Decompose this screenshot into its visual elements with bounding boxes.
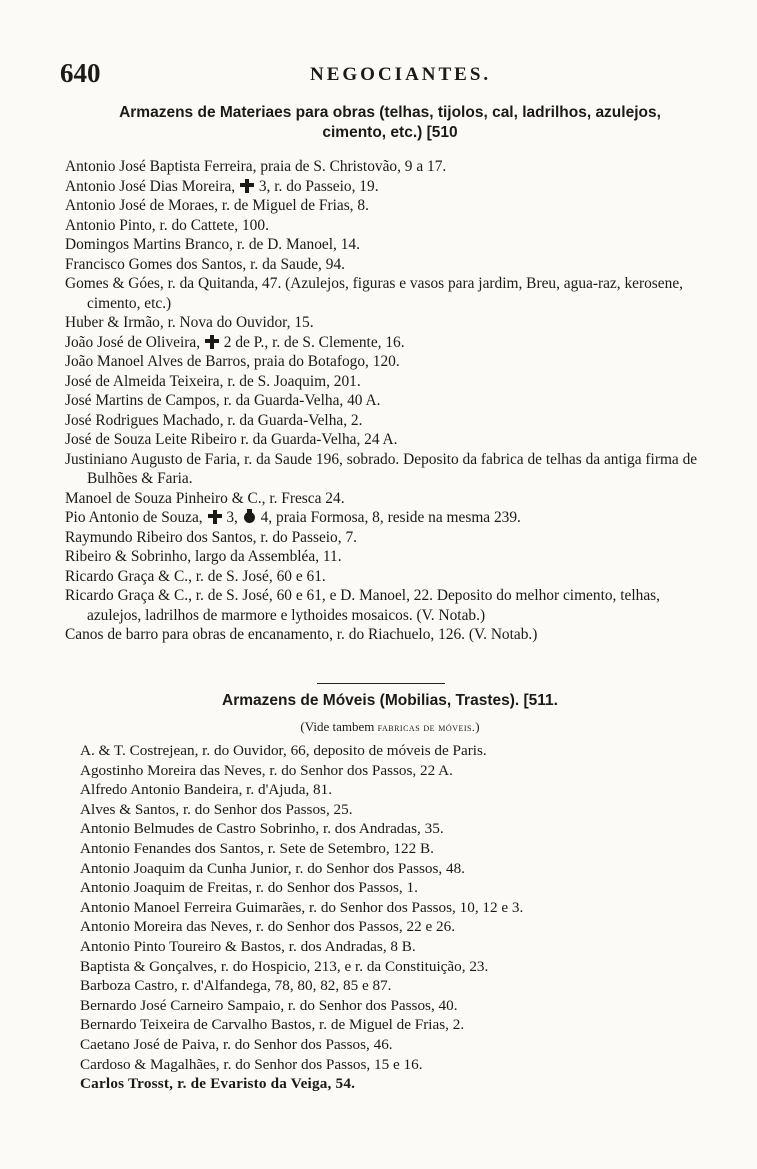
section-heading-furniture: Armazens de Móveis (Mobilias, Trastes). [511.	[222, 692, 558, 709]
list-item: Raymundo Ribeiro dos Santos, r. do Passeio, 7.	[65, 528, 357, 546]
section-heading-materials	[60, 103, 720, 143]
list-item: Antonio Joaquim da Cunha Junior, r. do Senhor dos Passos, 48.	[80, 859, 465, 877]
list-item: José de Souza Leite Ribeiro r. da Guarda-Velha, 24 A.	[65, 431, 398, 448]
list-item: Manoel de Souza Pinheiro & C., r. Fresca 24.	[65, 489, 345, 507]
list-item: Antonio Pinto Toureiro & Bastos, r. dos Andradas, 8 B.	[80, 937, 416, 955]
list-item: Carlos Trosst, r. de Evaristo da Veiga, 54.	[80, 1075, 356, 1093]
list-item	[65, 333, 715, 353]
list-item: Antonio Manoel Ferreira Guimarães, r. do Senhor dos Passos, 10, 12 e 3.	[80, 898, 524, 916]
list-item: Baptista & Gonçalves, r. do Hospicio, 213, e r. da Constituição, 23.	[80, 957, 489, 975]
list-item: José Rodrigues Machado, r. da Guarda-Velha, 2.	[65, 411, 363, 429]
note-prefix: (Vide tambem	[300, 719, 378, 734]
page-number: 640	[60, 58, 101, 88]
list-item: Caetano José de Paiva, r. do Senhor dos Passos, 46.	[80, 1035, 393, 1053]
entry-text: João José de Oliveira,	[65, 333, 204, 351]
list-item	[65, 508, 715, 528]
entry-text: Antonio José Dias Moreira,	[65, 177, 239, 195]
list-item: Antonio Belmudes de Castro Sobrinho, r. dos Andradas, 35.	[80, 820, 444, 838]
medal-icon	[243, 509, 256, 524]
list-item: Alves & Santos, r. do Senhor dos Passos, 25.	[80, 800, 353, 818]
furniture-list	[80, 741, 715, 1094]
list-item: José Martins de Campos, r. da Guarda-Velha, 40 A.	[65, 392, 381, 409]
running-title: NEGOCIANTES.	[310, 64, 492, 85]
list-item: Barboza Castro, r. d'Alfandega, 78, 80, 82, 85 e 87.	[80, 977, 392, 995]
list-item: Gomes & Góes, r. da Quitanda, 47. (Azulejos, figuras e vasos para jardim, Breu, agua-raz, kerosene, cimento, etc.)	[65, 275, 683, 312]
list-item: Antonio Moreira das Neves, r. do Senhor dos Passos, 22 e 26.	[80, 918, 456, 936]
cross-reference-note	[60, 719, 720, 735]
maltese-cross-icon	[240, 179, 254, 193]
list-item: Antonio Joaquim de Freitas, r. do Senhor dos Passos, 1.	[80, 879, 418, 897]
entry-text: 3, r. do Passeio, 19.	[254, 177, 379, 195]
list-item: Justiniano Augusto de Faria, r. da Saude 196, sobrado. Deposito da fabrica de telhas da antiga firma de Bulhões & Faria.	[65, 450, 698, 487]
list-item: Antonio José Baptista Ferreira, praia de S. Christovão, 9 a 17.	[65, 158, 447, 175]
list-item: Bernardo José Carneiro Sampaio, r. do Senhor dos Passos, 40.	[80, 996, 458, 1014]
section-divider	[317, 683, 445, 684]
list-item: Ricardo Graça & C., r. de S. José, 60 e 61, e D. Manoel, 22. Deposito do melhor cimento, telhas, azulejos, ladrilhos de marmore e lythoides mosaicos. (V. Notab.)	[65, 587, 660, 624]
list-item: Ricardo Graça & C., r. de S. José, 60 e 61.	[65, 567, 326, 585]
list-item: Bernardo Teixeira de Carvalho Bastos, r. de Miguel de Frias, 2.	[80, 1016, 465, 1034]
section-heading-line: cimento, etc.) [510	[322, 124, 458, 141]
list-item: Ribeiro & Sobrinho, largo da Assembléa, 11.	[65, 548, 342, 565]
list-item: José de Almeida Teixeira, r. de S. Joaquim, 201.	[65, 372, 361, 390]
list-item: Agostinho Moreira das Neves, r. do Senhor dos Passos, 22 A.	[80, 761, 453, 779]
list-item: Huber & Irmão, r. Nova do Ouvidor, 15.	[65, 314, 314, 331]
note-reference: fabricas de móveis.	[377, 722, 476, 734]
entry-text: 3,	[222, 509, 242, 526]
entry-text: Pio Antonio de Souza,	[65, 509, 207, 526]
list-item: Domingos Martins Branco, r. de D. Manoel, 14.	[65, 236, 360, 253]
list-item: Francisco Gomes dos Santos, r. da Saude, 94.	[65, 255, 345, 273]
list-item: A. & T. Costrejean, r. do Ouvidor, 66, deposito de móveis de Paris.	[80, 742, 487, 759]
section-heading-line: Armazens de Materiaes para obras (telhas, tijolos, cal, ladrilhos, azulejos,	[119, 104, 661, 121]
maltese-cross-icon	[208, 510, 222, 524]
list-item: Cardoso & Magalhães, r. do Senhor dos Passos, 15 e 16.	[80, 1055, 423, 1073]
list-item: Antonio Fenandes dos Santos, r. Sete de Setembro, 122 B.	[80, 839, 434, 857]
maltese-cross-icon	[205, 335, 219, 349]
list-item: Canos de barro para obras de encanamento, r. do Riachuelo, 126. (V. Notab.)	[65, 626, 538, 643]
page-header	[60, 58, 717, 92]
list-item: Alfredo Antonio Bandeira, r. d'Ajuda, 81.	[80, 781, 333, 799]
list-item: Antonio Pinto, r. do Cattete, 100.	[65, 216, 269, 234]
note-suffix: )	[475, 719, 480, 734]
entry-text: 4, praia Formosa, 8, reside na mesma 239.	[256, 509, 521, 526]
list-item: Antonio José de Moraes, r. de Miguel de Frias, 8.	[65, 197, 369, 214]
list-item: João Manoel Alves de Barros, praia do Botafogo, 120.	[65, 353, 400, 370]
materials-list	[65, 157, 715, 645]
list-item	[65, 177, 715, 197]
entry-text: 2 de P., r. de S. Clemente, 16.	[219, 333, 405, 351]
